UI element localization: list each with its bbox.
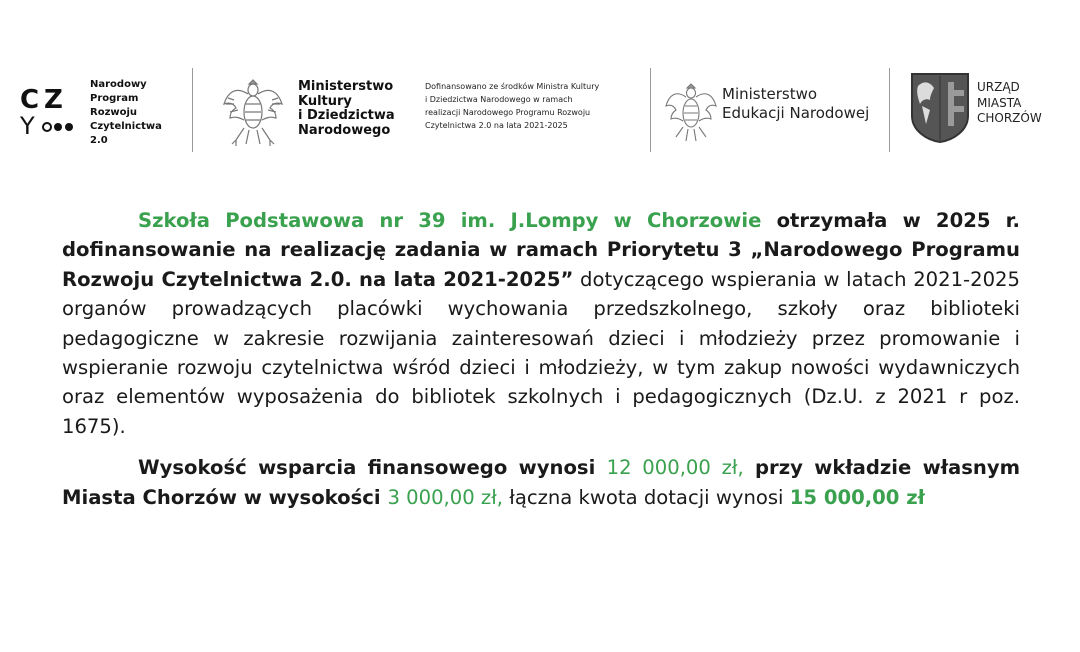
czy-letter-y: Y	[20, 112, 35, 140]
support-amount: 12 000,00 zł,	[606, 456, 744, 480]
mkidn-name: Ministerstwo Kultury i Dziedzictwa Narodowego	[298, 79, 395, 138]
funding-note: Dofinansowano ze środków Ministra Kultury i Dziedzictwa Narodowego w ramach realizacji Narodowego Programu Rozwoju Czytelnictwa 2.0 na lata 2021-2025	[425, 82, 600, 130]
czy-mark-icon	[20, 84, 82, 144]
mkidn-eagle-icon	[222, 74, 284, 154]
announcement-body	[62, 206, 1020, 512]
logo-bar	[0, 62, 1080, 162]
men-eagle-icon	[664, 80, 718, 150]
total-amount: 15 000,00 zł	[789, 485, 925, 509]
total-text: łączna kwota dotacji wynosi	[503, 485, 790, 509]
men-name: Ministerstwo Edukacji Narodowej	[722, 85, 870, 122]
logo-divider	[889, 68, 890, 152]
own-contribution-amount: 3 000,00 zł,	[387, 485, 504, 509]
funding-paragraph	[62, 206, 1020, 441]
support-intro: Wysokość wsparcia finansowego wynosi	[138, 456, 607, 480]
chorzow-office-name: URZĄD MIASTA CHORZÓW	[977, 80, 1042, 125]
funding-statement: otrzymała w 2025 r. dofinansowanie na realizację zadania w ramach Priorytetu 3 „Narodowego Programu Rozwoju Czytelnictwa 2.0. na lata 2021-2025”	[62, 209, 1020, 291]
program-description: dotyczącego wspierania w latach 2021-2025 organów prowadzących placówki wychowania przedszkolnego, szkoły oraz biblioteki pedagogiczne w zakresie rozwijania zainteresowań dzieci i młodzieży przez promowanie i wspieranie rozwoju czytelnictwa wśród dzieci i młodzieży, w tym zakup nowości wydawniczych oraz elementów wyposażenia do bibliotek szkolnych i pedagogicznych (Dz.U. z 2021 r poz. 1675).	[62, 267, 1020, 438]
logo-divider	[192, 68, 193, 152]
nprcz-name: Narodowy Program Rozwoju Czytelnictwa 2.0	[90, 79, 162, 146]
logo-divider	[650, 68, 651, 152]
czy-letter-z: Z	[44, 85, 63, 115]
nprcz-logo	[20, 84, 82, 144]
amount-paragraph	[62, 453, 1020, 512]
czy-letter-c: C	[20, 85, 40, 115]
own-contribution-text: przy wkładzie własnym Miasta Chorzów w wysokości	[62, 456, 1021, 509]
chorzow-crest-icon	[910, 72, 970, 148]
school-name: Szkoła Podstawowa nr 39 im. J.Lompy w Chorzowie	[138, 209, 762, 232]
